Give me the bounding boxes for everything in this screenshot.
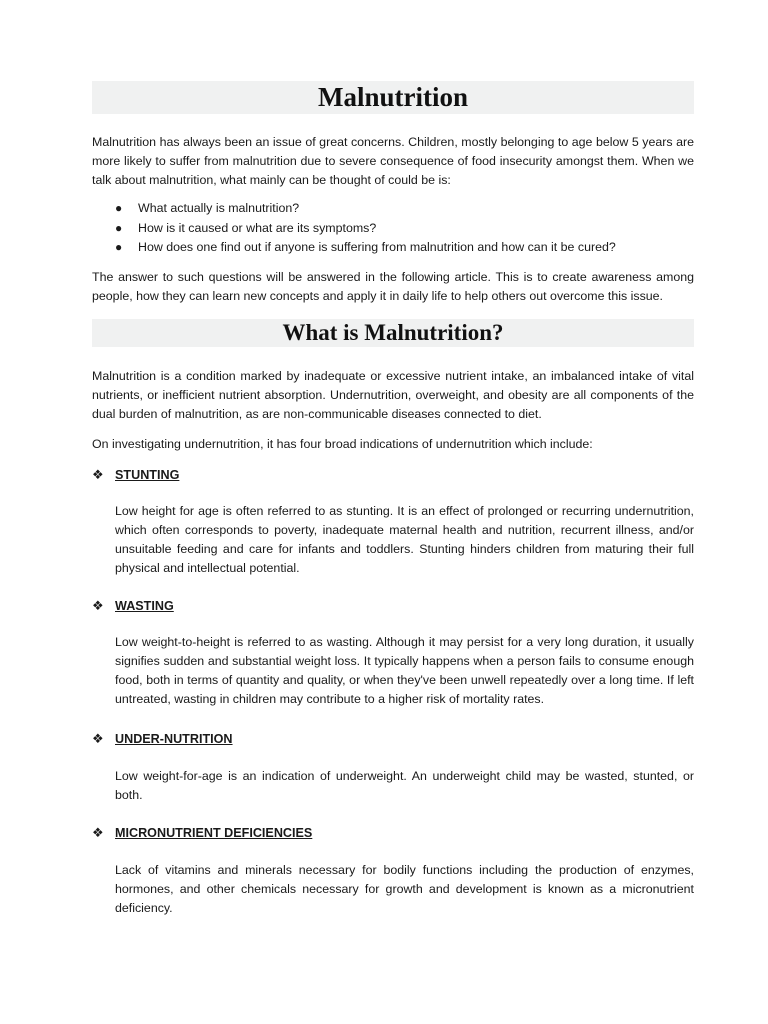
question-list [92, 199, 694, 258]
diamond-bullet-icon: ❖ [92, 466, 104, 482]
answer-paragraph: The answer to such questions will be answered in the following article. This is to create awareness among people, how they can learn new concepts and apply it in daily life to help others out overcome this issue. [92, 269, 694, 303]
indications-intro: On investigating undernutrition, it has four broad indications of undernutrition which include: [92, 436, 593, 451]
indication-body-wasting: Low weight-to-height is referred to as wasting. Although it may persist for a very long duration, it usually signifies sudden and substantial weight loss. It typically happens when a person fails to consume enough food, both in terms of quantity and quality, or when they've been unwell repeatedly over a long time. If left untreated, wasting in children may contribute to a higher risk of mortality rates. [115, 634, 694, 706]
bullet-icon: ● [115, 220, 123, 235]
diamond-bullet-icon: ❖ [92, 730, 104, 746]
diamond-bullet-icon: ❖ [92, 597, 104, 613]
bullet-icon: ● [115, 240, 123, 254]
indication-body-stunting: Low height for age is often referred to as stunting. It is an effect of prolonged or recurring undernutrition, which often corresponds to poverty, inadequate maternal health and nutrition, recurrent illness, and/or unsuitable feeding and care for infants and toddlers. Stunting hinders children from maturing their full physical and intellectual potential. [115, 503, 694, 575]
title-banner [92, 81, 694, 114]
section-banner [92, 319, 694, 347]
indication-heading-under-nutrition: ❖ UNDER-NUTRITION [92, 730, 233, 746]
list-item: ● How does one find out if anyone is suffering from malnutrition and how can it be cured? [115, 238, 694, 258]
indication-heading-stunting: ❖ STUNTING [92, 466, 180, 482]
page-title: Malnutrition [317, 82, 468, 112]
bullet-icon: ● [115, 201, 123, 215]
list-item: ● How is it caused or what are its symptoms? [115, 219, 694, 239]
indication-body-micronutrient: Lack of vitamins and minerals necessary for bodily functions including the production of enzymes, hormones, and other chemicals necessary for growth and development is known as a micronutrient deficiency. [115, 862, 694, 915]
indication-heading-micronutrient: ❖ MICRONUTRIENT DEFICIENCIES [92, 824, 313, 840]
intro-paragraph: Malnutrition has always been an issue of great concerns. Children, mostly belonging to age below 5 years are more likely to suffer from malnutrition due to severe consequence of food insecurity amongst them. When we talk about malnutrition, what mainly can be thought of could be is: [92, 135, 694, 187]
document-content [92, 81, 694, 918]
definition-paragraph: Malnutrition is a condition marked by inadequate or excessive nutrient intake, an imbalanced intake of vital nutrients, or inefficient nutrient absorption. Undernutrition, overweight, and obesity are all components of the dual burden of malnutrition, as are non-communicable diseases connected to diet. [92, 368, 694, 421]
diamond-bullet-icon: ❖ [92, 824, 104, 840]
indication-body-under-nutrition: Low weight-for-age is an indication of underweight. An underweight child may be wasted, stunted, or both. [115, 768, 694, 802]
list-item: ● What actually is malnutrition? [115, 199, 694, 219]
indication-heading-wasting: ❖ WASTING [92, 597, 174, 613]
section-title: What is Malnutrition? [282, 319, 504, 345]
